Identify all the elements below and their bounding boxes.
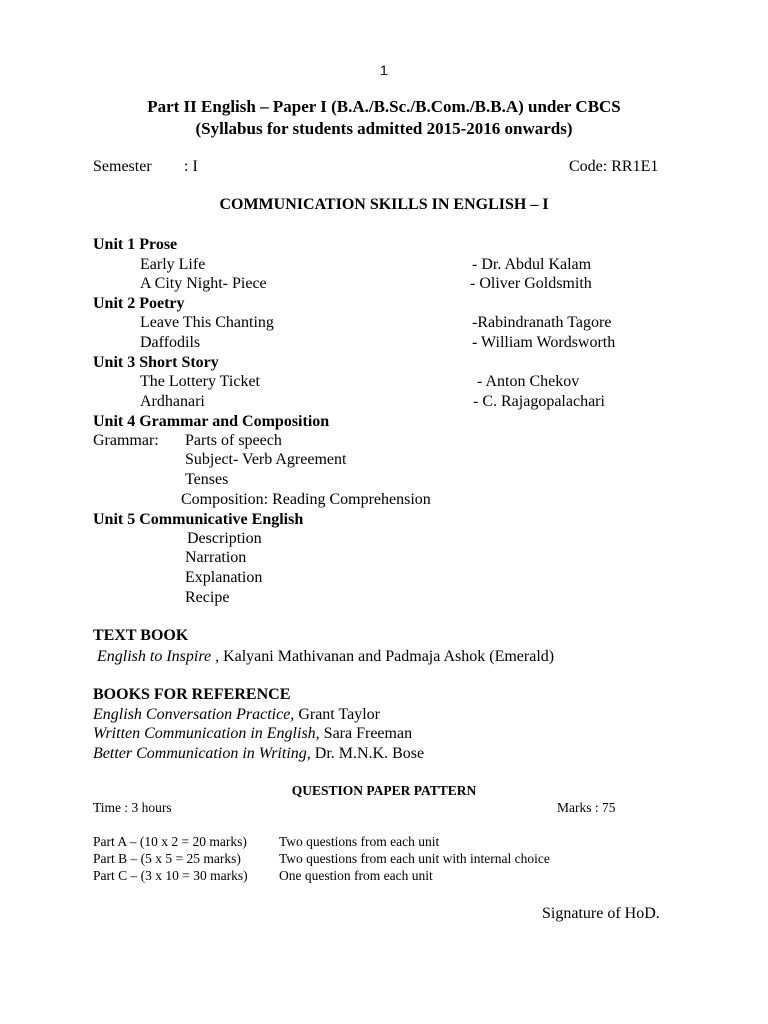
textbook-title: English to Inspire — [97, 648, 212, 665]
grammar-label: Grammar: — [93, 432, 159, 449]
semester-label: Semester — [93, 158, 152, 175]
unit-5-heading: Unit 5 Communicative English — [93, 511, 304, 528]
unit-3-item-author: - C. Rajagopalachari — [473, 393, 605, 410]
unit-3-item-author: - Anton Chekov — [477, 373, 580, 390]
qp-time: Time : 3 hours — [93, 800, 172, 815]
unit-4-line: Composition: Reading Comprehension — [181, 491, 431, 508]
qp-part-desc: One question from each unit — [279, 868, 433, 883]
reference-item — [93, 725, 412, 743]
qp-heading: QUESTION PAPER PATTERN — [291, 783, 477, 798]
qp-marks: Marks : 75 — [557, 800, 616, 815]
reference-author: Dr. M.N.K. Bose — [310, 745, 425, 762]
qp-part-desc: Two questions from each unit — [279, 834, 440, 849]
unit-5-line: Narration — [185, 549, 247, 566]
unit-3-item-title: The Lottery Ticket — [140, 373, 260, 390]
qp-part-label: Part B – (5 x 5 = 25 marks) — [93, 851, 241, 866]
course-title: COMMUNICATION SKILLS IN ENGLISH – I — [219, 196, 549, 213]
reference-title: English Conversation Practice, — [93, 706, 295, 723]
textbook-heading: TEXT BOOK — [93, 627, 189, 644]
unit-5-line: Explanation — [185, 569, 263, 586]
reference-title: Written Communication in English — [93, 725, 316, 742]
qp-part-label: Part A – (10 x 2 = 20 marks) — [93, 834, 247, 849]
unit-4-line: Tenses — [185, 471, 229, 488]
unit-1-item-author: - Oliver Goldsmith — [470, 275, 592, 292]
page-number: 1 — [380, 62, 388, 78]
qp-part-desc: Two questions from each unit with internal choice — [279, 851, 550, 866]
semester-value: : I — [184, 158, 198, 175]
signature: Signature of HoD. — [542, 905, 660, 922]
textbook-entry — [97, 648, 554, 666]
unit-2-item-author: -Rabindranath Tagore — [472, 314, 612, 331]
unit-3-item-title: Ardhanari — [140, 393, 205, 410]
reference-author: Grant Taylor — [294, 706, 380, 723]
qp-part-label: Part C – (3 x 10 = 30 marks) — [93, 868, 248, 883]
reference-item — [93, 745, 424, 763]
unit-4-heading: Unit 4 Grammar and Composition — [93, 413, 330, 430]
reference-author: , Sara Freeman — [315, 725, 413, 742]
unit-3-heading: Unit 3 Short Story — [93, 354, 219, 371]
page-subtitle: (Syllabus for students admitted 2015-2016 onwards) — [195, 119, 573, 138]
references-heading: BOOKS FOR REFERENCE — [93, 686, 291, 703]
unit-2-item-title: Daffodils — [140, 334, 201, 351]
unit-1-heading: Unit 1 Prose — [93, 236, 178, 253]
unit-1-item-title: Early Life — [140, 256, 206, 273]
unit-4-line: Parts of speech — [185, 432, 282, 449]
textbook-authors: , Kalyani Mathivanan and Padmaja Ashok (Emerald) — [211, 648, 555, 665]
course-code: Code: RR1E1 — [569, 158, 659, 175]
unit-2-item-author: - William Wordsworth — [472, 334, 616, 351]
unit-1-item-title: A City Night- Piece — [140, 275, 267, 292]
unit-5-line: Recipe — [185, 589, 230, 606]
unit-5-line: Description — [187, 530, 262, 547]
unit-2-item-title: Leave This Chanting — [140, 314, 274, 331]
reference-item — [93, 706, 380, 724]
unit-1-item-author: - Dr. Abdul Kalam — [472, 256, 592, 273]
unit-2-heading: Unit 2 Poetry — [93, 295, 185, 312]
unit-4-line: Subject- Verb Agreement — [185, 451, 347, 468]
reference-title: Better Communication in Writing, — [93, 745, 311, 762]
page-title: Part II English – Paper I (B.A./B.Sc./B.Com./B.B.A) under CBCS — [147, 97, 621, 116]
